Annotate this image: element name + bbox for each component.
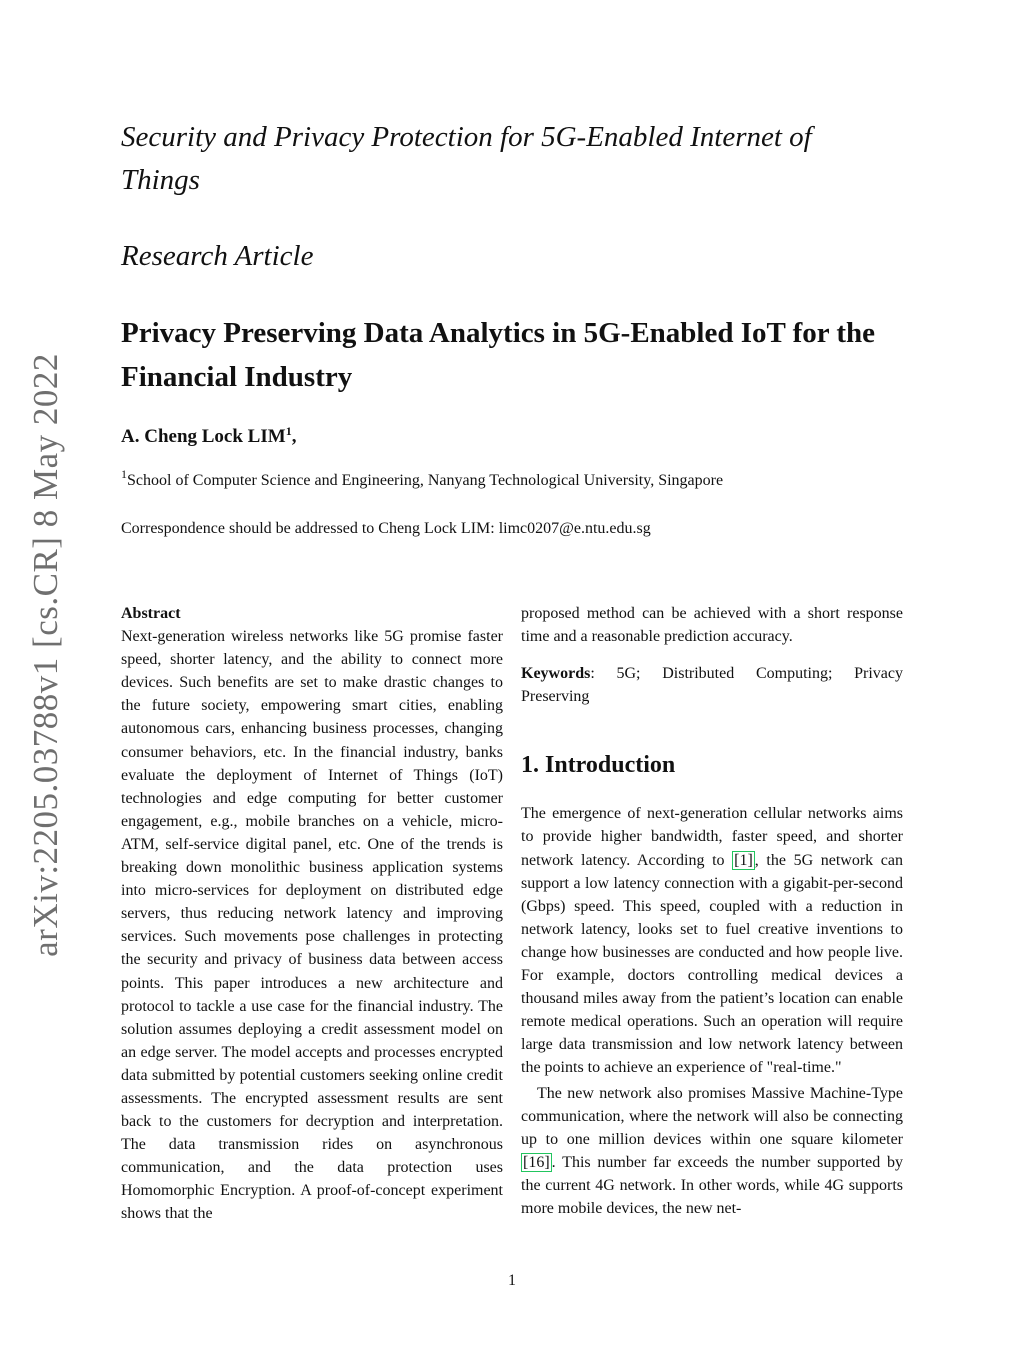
author-affiliation-mark: 1 <box>285 424 292 438</box>
author-trailing: , <box>291 426 297 447</box>
arxiv-identifier-text: arXiv:2205.03788v1 [cs.CR] 8 May 2022 <box>26 353 66 957</box>
citation-link[interactable]: [1] <box>734 851 753 869</box>
left-column <box>121 602 503 1226</box>
abstract-text: Next-generation wireless networks like 5G promise faster speed, shorter latency, and the ability to connect more devices. Such benefits are set to make drastic changes to the future society, empowering smart cities, enabling autonomous cars, enhancing business processes, changing consumer behaviors, etc. In the financial industry, banks evaluate the deployment of Internet of Things (IoT) technologies and edge computing for better customer engagement, e.g., mobile branches on a vehicle, micro-ATM, self-service digital panel, etc. One of the trends is breaking down monolithic business application systems into micro-services for deployment on distributed edge servers, thus reducing network latency and improving services. Such movements pose challenges in protecting the security and privacy of business data between access points. This paper introduces a new architecture and protocol to tackle a use case for the financial industry. The solution assumes deploying a credit assessment model on an edge server. The model accepts and processes encrypted data submitted by potential customers seeking online credit assessments. The encrypted assessment results are sent back to the customers for decryption and interpretation. The data transmission rides on asynchronous communication, and the data protection uses Homomorphic Encryption. A proof-of-concept experiment shows that the <box>121 628 503 1223</box>
introduction-p1-text-cont: , the 5G network can support a low latency connection with a gigabit-per-second (Gbps) speed. This speed, coupled with a reduction in network latency, looks set to fuel creative inventions to change how businesses are conducted and how people live. For example, doctors controlling medical devices a thousand miles away from the patient’s location can enable remote medical operations. Such an operation will require large data transmission and low network latency between the points to achieve an experience of "real-time." <box>521 851 903 1077</box>
page-number: 1 <box>508 1272 516 1289</box>
correspondence: Correspondence should be addressed to Cheng Lock LIM: limc0207@e.ntu.edu.sg <box>121 520 651 537</box>
introduction-paragraph-2 <box>521 1082 903 1221</box>
arxiv-identifier-stamp <box>22 353 70 957</box>
affiliation-mark: 1 <box>121 467 127 481</box>
introduction-p2-text: The new network also promises Massive Machine-Type communication, where the network will also be connecting up to one million devices within one square kilometer <box>521 1084 903 1148</box>
citation-link[interactable]: [16] <box>523 1153 550 1171</box>
introduction-p1-text: The emergence of next-generation cellular networks aims to provide higher bandwidth, faster speed, and shorter network latency. According to <box>521 805 903 869</box>
affiliation-text: School of Computer Science and Engineering, Nanyang Technological University, Singapore <box>127 472 724 489</box>
right-column <box>521 602 903 1220</box>
author-line <box>121 424 296 450</box>
author-name: A. Cheng Lock LIM <box>121 426 286 447</box>
affiliation <box>121 467 724 492</box>
paper-title: Privacy Preserving Data Analytics in 5G-Enabled IoT for the Financial Industry <box>121 317 875 393</box>
article-type: Research Article <box>121 240 314 272</box>
keywords-text: : 5G; Distributed Computing; Privacy Preserving <box>521 665 903 706</box>
introduction-heading: 1. Introduction <box>521 752 676 779</box>
abstract-heading: Abstract <box>121 605 181 622</box>
keywords-label: Keywords <box>521 665 591 683</box>
journal-name: Security and Privacy Protection for 5G-Enabled Internet of Things <box>121 121 812 196</box>
keywords <box>521 662 903 708</box>
introduction-paragraph-1 <box>521 802 903 1079</box>
introduction-p2-text-cont: . This number far exceeds the number supported by the current 4G network. In other words, while 4G supports more mobile devices, the new net- <box>521 1153 903 1217</box>
abstract-continuation: proposed method can be achieved with a short response time and a reasonable prediction accuracy. <box>521 605 903 646</box>
